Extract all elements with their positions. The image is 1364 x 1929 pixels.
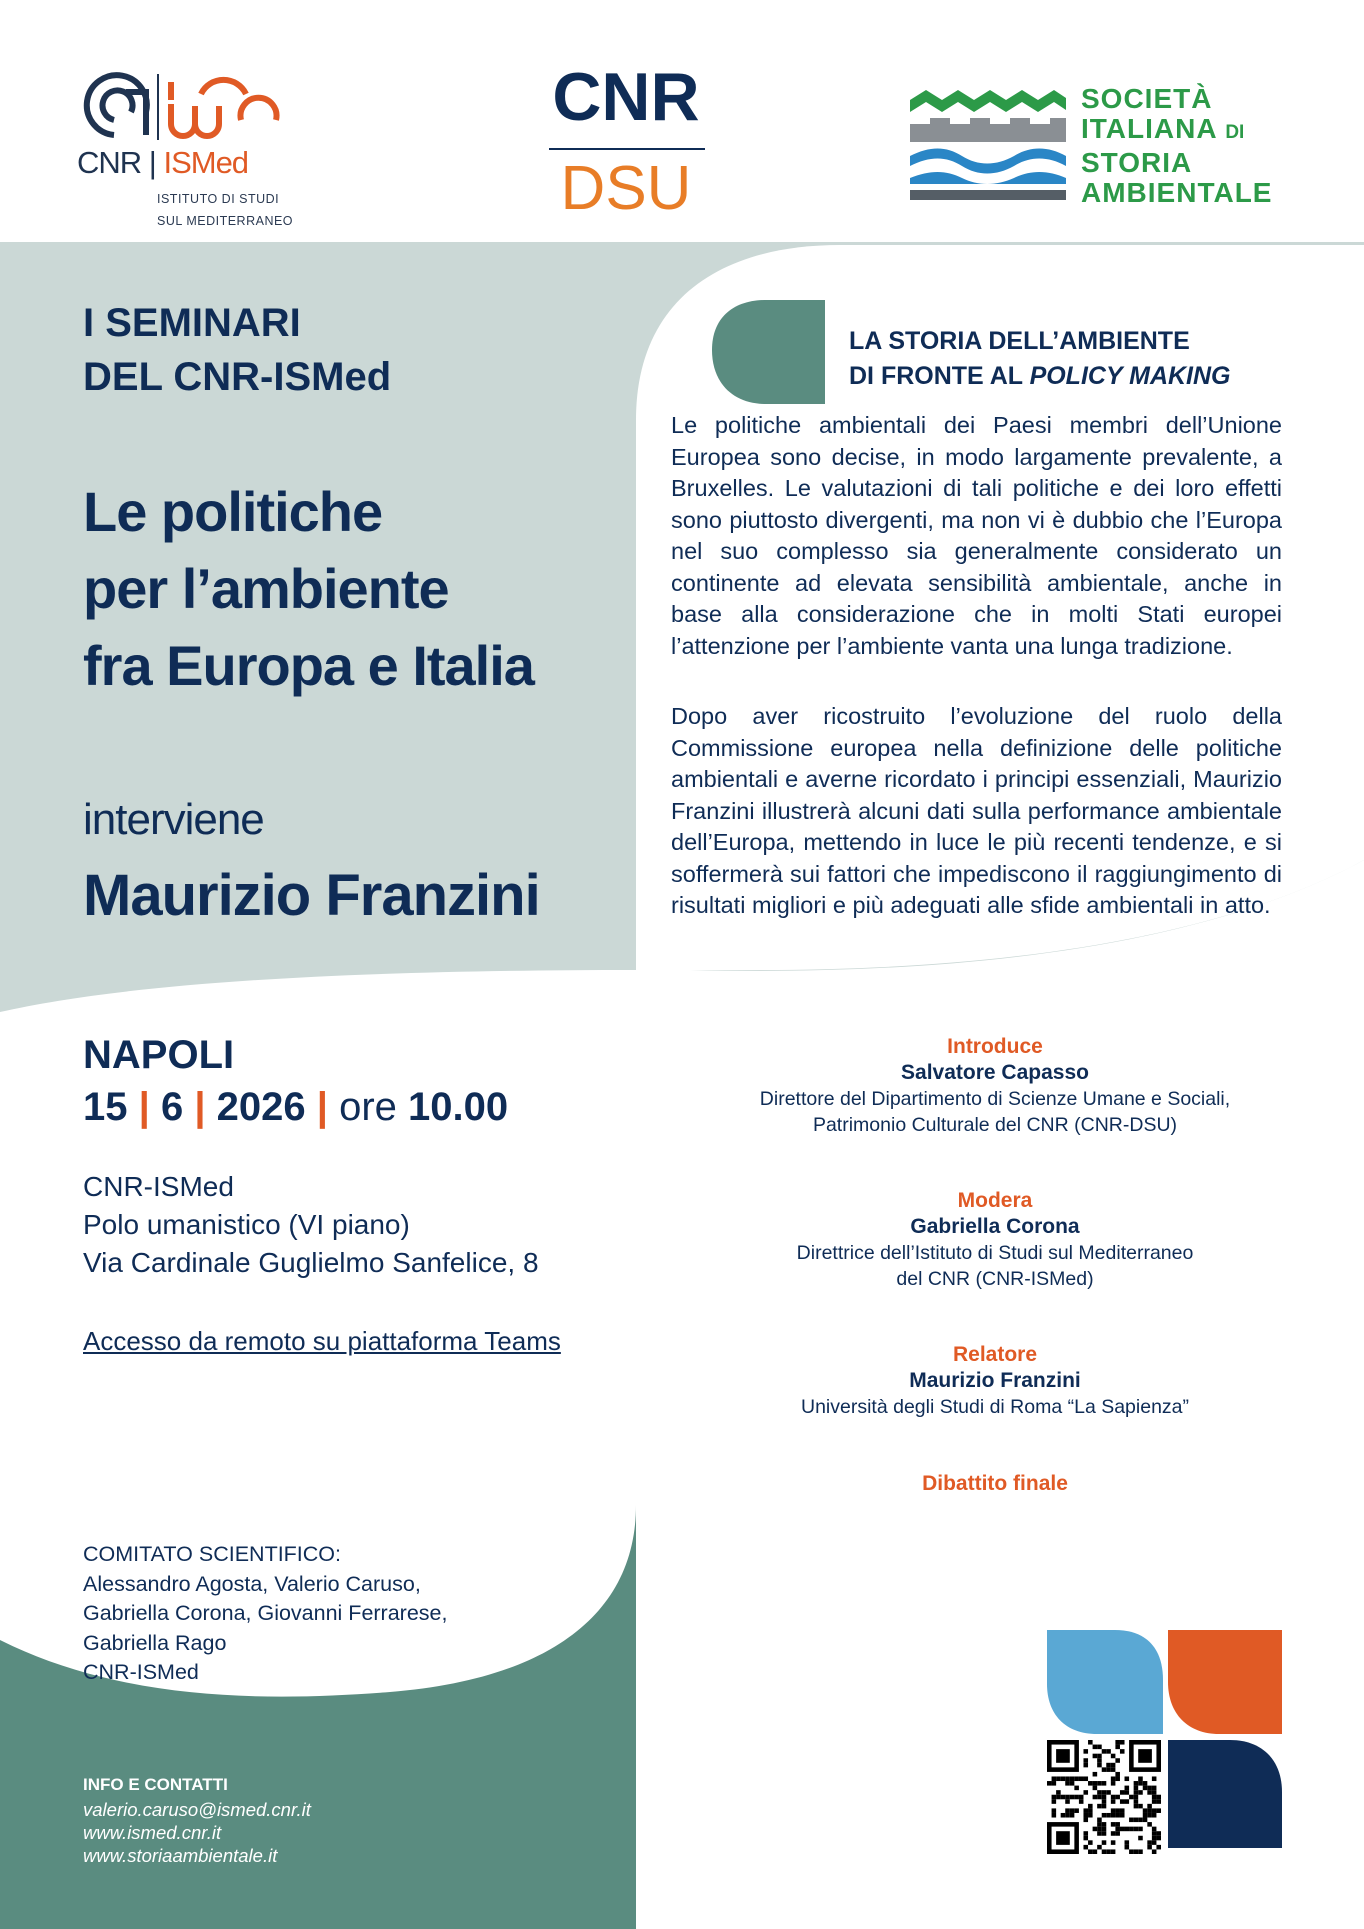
speaker-label: interviene	[83, 795, 264, 844]
seminar-series-title: I SEMINARI DEL CNR-ISMed	[83, 301, 392, 399]
page-title: Le politiche per l’ambiente fra Europa e Italia	[83, 480, 534, 697]
contact-site2-link[interactable]: www.storiaambientale.it	[83, 1845, 278, 1866]
teal-leaf-shape	[712, 300, 825, 404]
abstract-title: LA STORIA DELL’AMBIENTE DI FRONTE AL POLICY MAKING	[849, 327, 1231, 390]
cnr-dsu-logo-top: CNR	[552, 59, 700, 135]
abstract-paragraph-2: Dopo aver ricostruito l’evoluzione del ruolo della Commissione europea nella definizione delle politiche ambientali e averne ricordato i principi essenziali, Maurizio Franzini illustrerà alcuni dati sulla performance ambientale dell’Europa, mettendo in luce le più recenti tendenze, e si soffermerà sui fattori che impediscono il raggiungimento di risultati migliori e più adeguati alle sfide ambientali in atto.	[671, 703, 1282, 918]
event-date-time: 15 | 6 | 2026 | ore 10.00	[83, 1085, 509, 1129]
deco-orange-shape	[1168, 1630, 1282, 1734]
contacts-label: INFO E CONTATTI	[83, 1775, 228, 1794]
sisa-logo-icon	[910, 86, 1066, 202]
ismed-caption-line2: SUL MEDITERRANEO	[157, 214, 294, 228]
cnr-ismed-logo-icon	[76, 72, 286, 142]
programme-item-introduce: Introduce Salvatore Capasso Direttore del Dipartimento di Scienze Umane e Sociali, Patrimonio Culturale del CNR (CNR-DSU)	[759, 1035, 1231, 1136]
programme-final-debate: Dibattito finale	[922, 1472, 1068, 1495]
programme-item-modera: Modera Gabriella Corona Direttrice dell’Istituto di Studi sul Mediterraneo del CNR (CNR-ISMed)	[796, 1189, 1194, 1290]
contact-email-link[interactable]: valerio.caruso@ismed.cnr.it	[83, 1799, 311, 1820]
ismed-caption-line1: ISTITUTO DI STUDI	[157, 192, 280, 206]
qr-code-icon[interactable]	[1047, 1740, 1161, 1854]
scientific-committee: COMITATO SCIENTIFICO: Alessandro Agosta, Valerio Caruso, Gabriella Corona, Giovanni Ferrarese, Gabriella Rago CNR-ISMed	[83, 1542, 448, 1684]
programme-item-relatore: Relatore Maurizio Franzini Università degli Studi di Roma “La Sapienza”	[800, 1343, 1190, 1418]
abstract-paragraph-1: Le politiche ambientali dei Paesi membri dell’Unione Europea sono decise, in modo largamente prevalente, a Bruxelles. Le valutazioni di tali politiche e dei loro effetti sono piuttosto divergenti, ma non vi è dubbio che l’Europa nel suo complesso sia generalmente considerato un continente ad elevata sensibilità ambientale, anche in base alla considerazione che in molti Stati europei l’attenzione per l’ambiente vanta una lunga tradizione.	[671, 412, 1282, 659]
speaker-name: Maurizio Franzini	[83, 863, 540, 928]
deco-navy-shape	[1168, 1740, 1282, 1848]
cnr-dsu-divider	[549, 148, 705, 150]
event-city: NAPOLI	[83, 1033, 235, 1077]
sisa-logo-text: SOCIETÀ ITALIANA DI STORIA AMBIENTALE	[1081, 83, 1273, 208]
cnr-dsu-logo-bottom: DSU	[560, 154, 692, 223]
contacts-list	[83, 1798, 311, 1867]
remote-access-link[interactable]: Accesso da remoto su piattaforma Teams	[83, 1326, 561, 1356]
event-venue: CNR-ISMed Polo umanistico (VI piano) Via Cardinale Guglielmo Sanfelice, 8	[83, 1171, 539, 1278]
deco-blue-shape	[1047, 1630, 1163, 1734]
contact-site1-link[interactable]: www.ismed.cnr.it	[83, 1822, 222, 1843]
ismed-logo-text: CNR | ISMed	[77, 145, 249, 180]
